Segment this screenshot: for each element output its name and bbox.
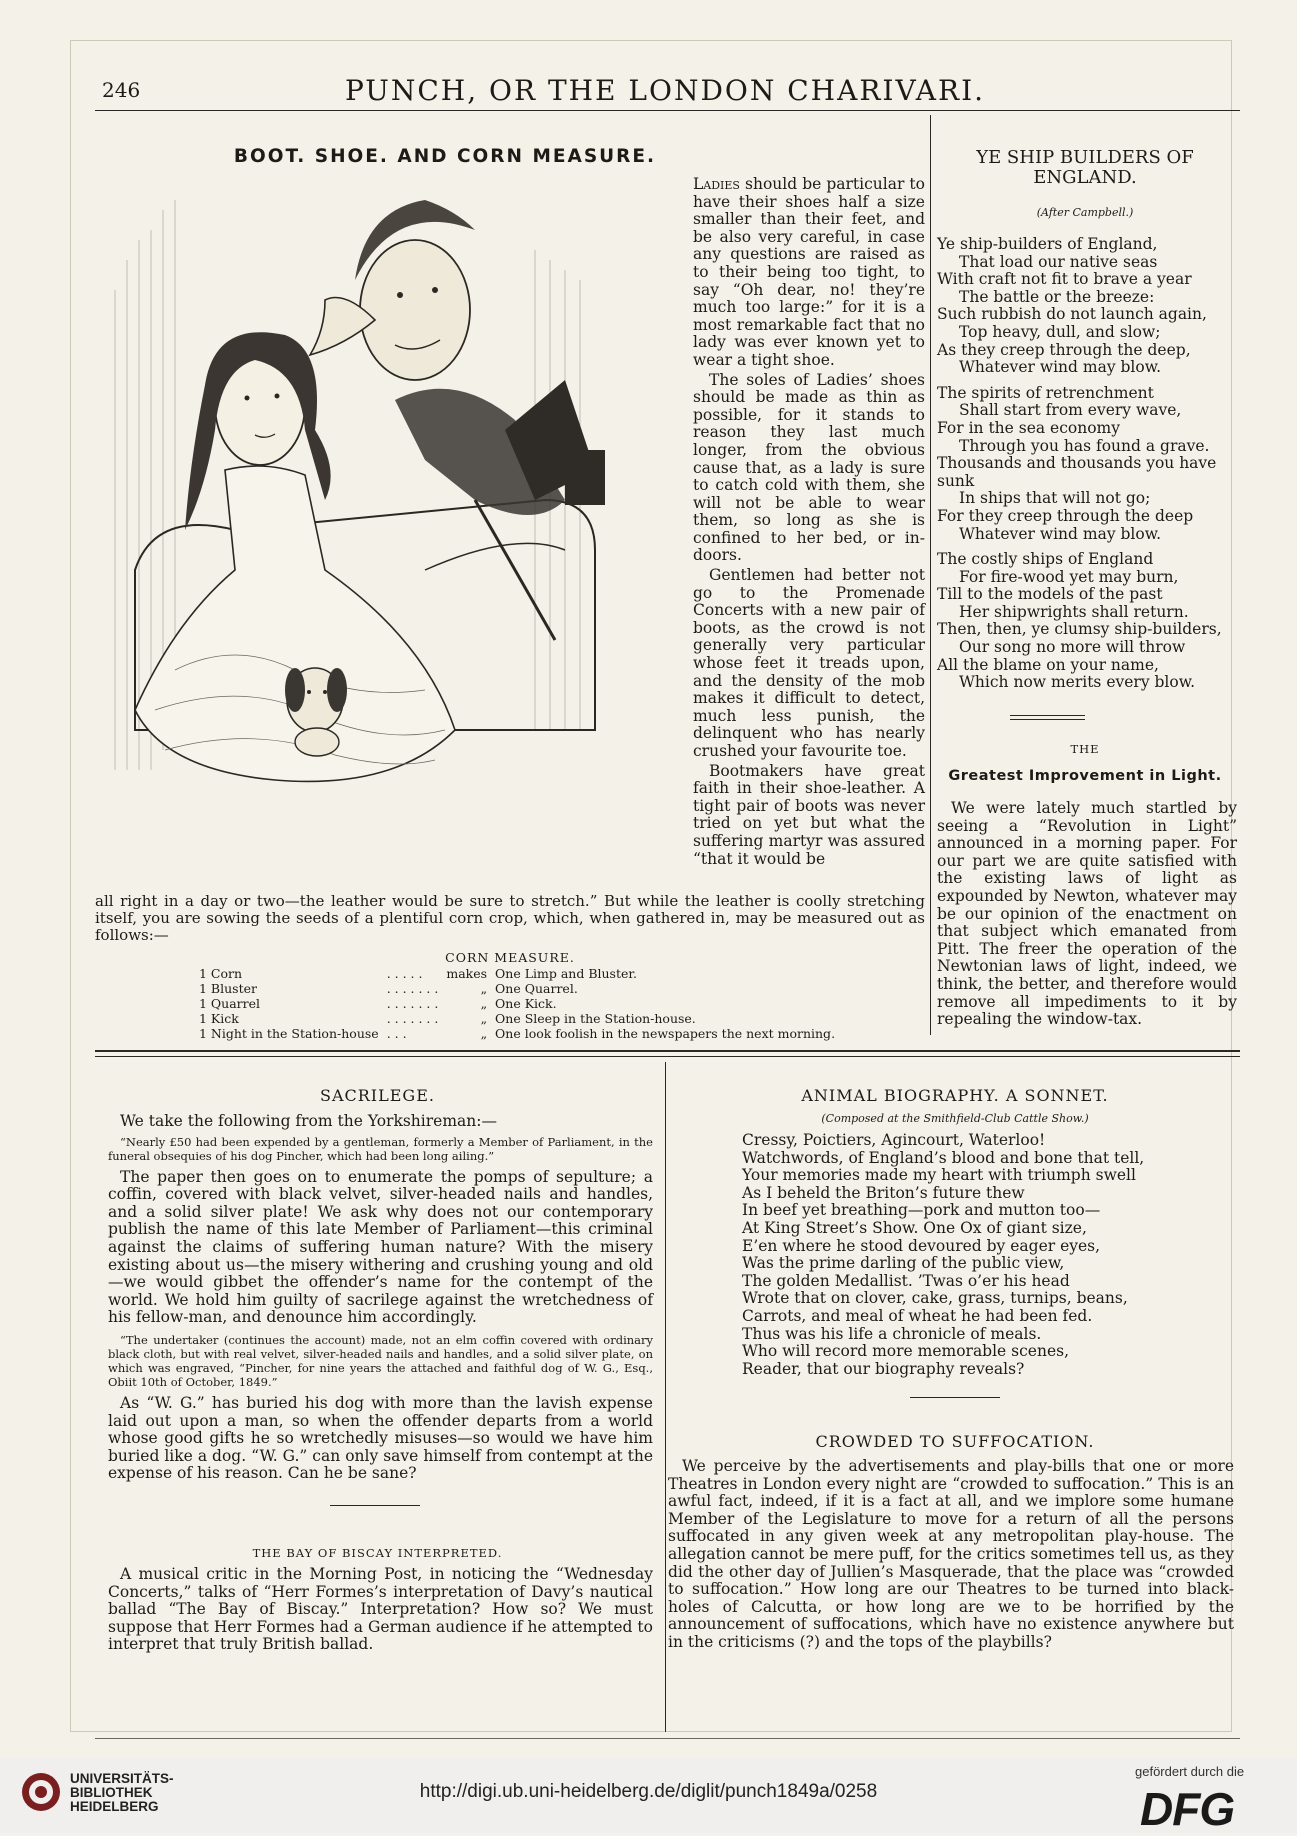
verse-line: Through you has found a grave. <box>959 436 1210 455</box>
light-article-title: Greatest Improvement in Light. <box>948 768 1222 784</box>
verse-line: Ye ship-builders of England, <box>937 235 1158 253</box>
corn-measure-table <box>195 966 839 1041</box>
measure-row <box>195 966 839 981</box>
boot-paragraph-4: Bootmakers have great faith in their shoe-leather. A tight pair of boots was never tried on yet but what the suffering martyr was assured “that it would be <box>693 761 925 868</box>
sonnet-subtitle: (Composed at the Smithfield-Club Cattle Show.) <box>821 1112 1089 1125</box>
boot-paragraph-3: Gentlemen had better not go to the Promenade Concerts with a new pair of boots, as the crowd is not generally very particular whose feet it treads upon, and the density of the mob makes it difficult to detect, much less punish, the delinquent who has nearly crushed your favourite toe. <box>693 566 925 760</box>
sonnet-line: In beef yet breathing—pork and mutton too— <box>742 1201 1101 1220</box>
measure-row <box>195 996 839 1011</box>
sonnet-line: Your memories made my heart with triumph swell <box>742 1166 1136 1185</box>
measure-dots: . . . . . . . <box>386 1011 439 1026</box>
verse-line: All the blame on your name, <box>937 655 1159 674</box>
crowded-text: We perceive by the advertisements and play-bills that one or more Theatres in London every night are “crowded to suffocation.” This is an awful fact, indeed, if it is a fact at all, and we implore some humane Member of the Legislature to move for a return of all the persons suffocated in any given week at any metropolitan play-house. The allegation cannot be mere puff, for the critics sometimes tell us, as they did the other day of Jullien’s Masquerade, that the place was “crowded to suffocation.” How long are our Theatres to be turned into black-holes of Calcutta, or how long are we to be horrified by the announcement of suffocations, which have no existence anywhere but in the criticisms (?) and the tops of the playbills? <box>668 1457 1234 1651</box>
masthead: PUNCH, OR THE LONDON CHARIVARI. <box>344 74 986 107</box>
measure-qty: 1 Quarrel <box>199 996 261 1011</box>
boot-paragraph-continued: all right in a day or two—the leather would be sure to stretch.” But while the leather is coolly stretching itself, you are sowing the seeds of a plentiful corn crop, which, when gathered in, may be measured out as follows:— <box>95 892 925 944</box>
measure-dots: . . . . . <box>386 966 423 981</box>
section-divider <box>330 1505 420 1508</box>
crowded-title: CROWDED TO SUFFOCATION. <box>815 1432 1095 1451</box>
measure-dots: . . . <box>386 1026 407 1041</box>
boot-p1-rest: should be particular to have their shoes half a size smaller than their feet, and be also very careful, in case any questions are raised as to their being too tight, to say “Oh dear, no! they’re much too large:” for it is a most remarkable fact that no lady was ever known yet to wear a tight shoe. <box>693 175 925 369</box>
verse-line: That load our native seas <box>959 252 1158 271</box>
ship-poem-subtitle: (After Campbell.) <box>1036 206 1134 219</box>
header-rule <box>95 110 1240 111</box>
uni-line-1: UNIVERSITÄTS- <box>70 1771 174 1786</box>
sonnet-line: Who will record more memorable scenes, <box>742 1342 1070 1361</box>
measure-result: One Kick. <box>495 996 557 1011</box>
measure-dots: . . . . . . . <box>386 981 439 996</box>
column-divider <box>930 115 931 1035</box>
verse-line: As they creep through the deep, <box>937 340 1191 359</box>
sonnet-title: ANIMAL BIOGRAPHY. A SONNET. <box>801 1086 1109 1105</box>
verse-line: For in the sea economy <box>937 418 1121 437</box>
section-rule-top <box>95 1050 1240 1052</box>
measure-result: One look foolish in the newspapers the next morning. <box>495 1026 836 1041</box>
verse-line: Her shipwrights shall return. <box>959 602 1189 621</box>
sonnet-line: Cressy, Poictiers, Agincourt, Waterloo! <box>742 1131 1046 1149</box>
ship-poem-body <box>937 236 1237 700</box>
sonnet-line: Was the prime darling of the public view, <box>742 1254 1065 1273</box>
verse-line: Shall start from every wave, <box>959 401 1182 420</box>
verse-line: The battle or the breeze: <box>959 287 1155 306</box>
measure-qty: 1 Corn <box>199 966 243 981</box>
measure-makes: makes <box>446 966 488 981</box>
measure-makes: „ <box>480 1026 488 1041</box>
uni-line-3: HEIDELBERG <box>70 1799 159 1814</box>
measure-row <box>195 1026 839 1041</box>
verse-line: Top heavy, dull, and slow; <box>959 322 1161 341</box>
sonnet-line: Carrots, and meal of wheat he had been fed. <box>742 1306 1093 1325</box>
boot-article-column <box>693 176 925 868</box>
page-number: 246 <box>102 78 141 102</box>
sacrilege-paragraph-2: As “W. G.” has buried his dog with more than the lavish expense laid out upon a man, so when the offender departs from a world whose good gifts he so wretchedly misuses—so would we have him buried like a dog. “W. G.” can only save himself from contempt at the expense of his reason. Can he be sane? <box>108 1393 653 1483</box>
boot-paragraph-2: The soles of Ladies’ shoes should be made as thin as possible, for it stands to reason they last much longer, from the obvious cause that, as a lady is sure to catch cold with them, she will not be able to wear them, so long as she is confined to her bed, or in-doors. <box>693 370 925 565</box>
light-article-text: We were lately much startled by seeing a “Revolution in Light” announced in a morning paper. For our part we are quite satisfied with the existing laws of light as expounded by Newton, whatever may be our opinion of the enactment on that subject which emanated from Pitt. The freer the operation of the Newtonian laws of light, indeed, we think, the better, and therefore would remove all impediments to it by repealing the window-tax. <box>937 799 1237 1029</box>
biscay-text: A musical critic in the Morning Post, in noticing the “Wednesday Concerts,” talks of “Herr Formes’s interpretation of Davy’s nautical ballad “The Bay of Biscay.” Interpretation? How so? We must suppose that Herr Formes had a German audience if he attempted to interpret that truly British ballad. <box>108 1565 653 1654</box>
verse-line: Whatever wind may blow. <box>959 358 1162 377</box>
verse-line: In ships that will not go; <box>959 489 1151 508</box>
stanza <box>937 385 1237 543</box>
verse-line: Which now merits every blow. <box>959 673 1196 692</box>
measure-makes: „ <box>480 996 488 1011</box>
verse-line: For they creep through the deep <box>937 506 1194 525</box>
permalink-url[interactable]: http://digi.ub.uni-heidelberg.de/diglit/punch1849a/0258 <box>419 1781 878 1802</box>
stanza <box>937 236 1237 377</box>
boot-article-title: BOOT. SHOE. AND CORN MEASURE. <box>233 146 657 167</box>
sacrilege-paragraph-1: The paper then goes on to enumerate the pomps of sepulture; a coffin, covered with black velvet, silver-headed nails and handles, and a solid silver plate! We ask why does not our contemporary publish the name of this late Member of Parliament—this criminal against the claims of suffering human nature? With the misery existing about us—the misery withering and crushing young and old—we would gibbet the offender’s name for the contempt of the world. We hold him guilty of sacrilege against the wretchedness of his fellow-man, and denounce him accordingly. <box>108 1167 653 1327</box>
biscay-title: THE BAY OF BISCAY INTERPRETED. <box>252 1546 503 1560</box>
sonnet-line: The golden Medallist. ’Twas o’er his head <box>742 1271 1070 1290</box>
measure-row <box>195 981 839 996</box>
section-rule-bottom <box>95 1056 1240 1057</box>
sonnet-line: Reader, that our biography reveals? <box>742 1359 1025 1378</box>
page-header <box>90 72 1240 112</box>
verse-line: The spirits of retrenchment <box>937 383 1154 402</box>
sacrilege-quote-2: “The undertaker (continues the account) made, not an elm coffin covered with ordinary black cloth, but with real velvet, silver-headed nails and handles, and a solid silver plate, on which was engraved, “Pincher, for nine years the attached and faithful dog of W. G., Esq., Obiit 10th of October, 1849.” <box>108 1332 653 1389</box>
sonnet-line: E’en where he stood devoured by eager eyes, <box>742 1236 1101 1255</box>
verse-line: Our song no more will throw <box>959 638 1186 657</box>
sacrilege-quote-1: “Nearly £50 had been expended by a gentleman, formerly a Member of Parliament, in the funeral obsequies of his dog Pincher, which had been long ailing.” <box>108 1134 653 1163</box>
verse-line: Thousands and thousands you have sunk <box>937 454 1217 490</box>
boot-p1-lead: Ladies <box>693 175 740 193</box>
column-divider <box>665 1062 666 1732</box>
sonnet-line: At King Street’s Show. One Ox of giant size, <box>742 1218 1087 1237</box>
funded-by-label: gefördert durch die <box>1135 1764 1245 1779</box>
stanza <box>937 551 1237 692</box>
sonnet-line: Thus was his life a chronicle of meals. <box>742 1324 1042 1343</box>
verse-line: The costly ships of England <box>937 550 1154 569</box>
sonnet-line: Wrote that on clover, cake, grass, turnips, beans, <box>742 1289 1128 1308</box>
boot-paragraph-1 <box>693 176 925 370</box>
verse-line: Whatever wind may blow. <box>959 524 1162 543</box>
measure-dots: . . . . . . . <box>386 996 439 1011</box>
measure-qty: 1 Kick <box>199 1011 239 1026</box>
sonnet-body <box>742 1132 1222 1378</box>
measure-result: One Sleep in the Station-house. <box>495 1011 696 1026</box>
ship-poem-title: YE SHIP BUILDERS OF ENGLAND. <box>976 147 1194 188</box>
dfg-logo: DFG <box>1140 1783 1235 1835</box>
verse-line: Till to the models of the past <box>937 585 1163 604</box>
cartoon-illustration <box>95 170 675 890</box>
digitization-footer <box>0 1758 1297 1833</box>
uni-line-2: BIBLIOTHEK <box>70 1785 153 1800</box>
measure-row <box>195 1011 839 1026</box>
measure-result: One Limp and Bluster. <box>495 966 637 981</box>
measure-qty: 1 Night in the Station-house <box>199 1026 379 1041</box>
measure-result: One Quarrel. <box>495 981 578 996</box>
measure-makes: „ <box>480 981 488 996</box>
sacrilege-column <box>108 1113 653 1483</box>
light-article-pre: THE <box>1070 742 1100 756</box>
verse-line: Such rubbish do not launch again, <box>937 305 1207 324</box>
sonnet-line: Watchwords, of England’s blood and bone that tell, <box>742 1148 1145 1167</box>
corn-measure-title: CORN MEASURE. <box>445 950 575 965</box>
section-divider <box>910 1397 1000 1400</box>
measure-makes: „ <box>480 1011 488 1026</box>
sacrilege-title: SACRILEGE. <box>320 1086 435 1105</box>
section-divider <box>1010 715 1085 720</box>
sonnet-line: As I beheld the Briton’s future thew <box>742 1183 1025 1202</box>
verse-line: Then, then, ye clumsy ship-builders, <box>937 620 1222 639</box>
page-bottom-rule <box>95 1738 1240 1739</box>
verse-line: For fire-wood yet may burn, <box>959 567 1179 586</box>
sacrilege-intro: We take the following from the Yorkshireman:— <box>120 1112 497 1130</box>
measure-qty: 1 Bluster <box>199 981 257 996</box>
verse-line: With craft not fit to brave a year <box>937 270 1192 289</box>
